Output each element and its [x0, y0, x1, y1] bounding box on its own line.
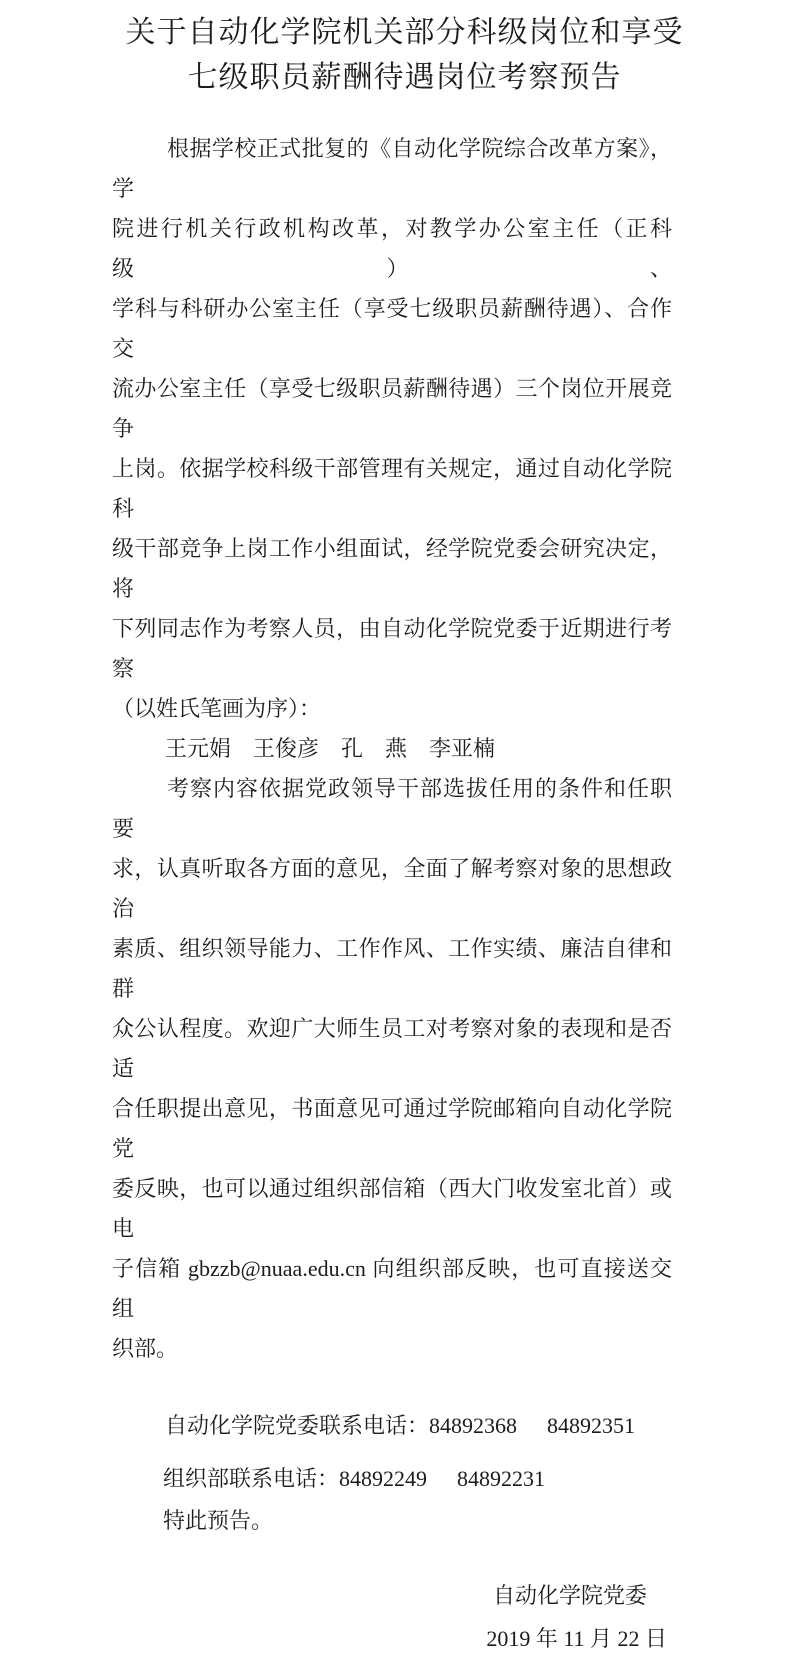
doc-line: 流办公室主任（享受七级职员薪酬待遇）三个岗位开展竞争: [112, 376, 672, 441]
doc-line: 委反映，也可以通过组织部信箱（西大门收发室北首）或电: [112, 1176, 672, 1241]
org-dept-phone-number-2: 84892231: [457, 1466, 546, 1491]
org-dept-phone-label: 组织部联系电话：: [163, 1466, 340, 1491]
candidate-names: [112, 729, 672, 769]
doc-line: （以姓氏笔画为序）：: [112, 696, 322, 721]
doc-line: 织部。: [112, 1336, 179, 1361]
paragraph-1: [112, 129, 672, 729]
signature: 自动化学院党委: [492, 1583, 647, 1608]
document-page: [0, 10, 793, 1651]
doc-line: 根据学校正式批复的《自动化学院综合改革方案》，学: [112, 136, 672, 201]
committee-phone-line: [165, 1406, 753, 1446]
document-title: [0, 10, 793, 100]
committee-phone-label: 自动化学院党委联系电话：: [165, 1413, 430, 1438]
org-dept-phone-number-1: 84892249: [339, 1466, 428, 1491]
date: 2019 年 11 月 22 日: [486, 1626, 667, 1651]
doc-line: 上岗。依据学校科级干部管理有关规定，通过自动化学院科: [112, 456, 672, 521]
title-line-1: 关于自动化学院机关部分科级岗位和享受: [125, 16, 684, 49]
doc-line: 级干部竞争上岗工作小组面试，经学院党委会研究决定，将: [112, 536, 672, 601]
closing-statement: 特此预告。: [163, 1508, 274, 1533]
doc-line: 院进行机关行政机构改革，对教学办公室主任（正科级）、: [112, 216, 672, 281]
doc-line: 下列同志作为考察人员，由自动化学院党委于近期进行考察: [112, 616, 672, 681]
committee-phone-number-2: 84892351: [547, 1413, 636, 1438]
doc-line: 学科与科研办公室主任（享受七级职员薪酬待遇）、合作交: [112, 296, 672, 361]
doc-line-with-email: 子信箱 gbzzb@nuaa.edu.cn 向组织部反映，也可直接送交组: [112, 1256, 672, 1321]
doc-line: 考察内容依据党政领导干部选拔任用的条件和任职要: [112, 776, 672, 841]
title-line-2: 七级职员薪酬待遇岗位考察预告: [187, 61, 622, 94]
doc-line: 求，认真听取各方面的意见，全面了解考察对象的思想政治: [112, 856, 672, 921]
org-dept-phone-line: [163, 1459, 753, 1499]
paragraph-2: [112, 769, 672, 1369]
committee-phone-number-1: 84892368: [429, 1413, 518, 1438]
doc-line: 素质、组织领导能力、工作作风、工作实绩、廉洁自律和群: [112, 936, 672, 1001]
names-line: 王元娟 王俊彦 孔 燕 李亚楠: [165, 736, 496, 761]
document-body: [112, 129, 672, 1369]
doc-line: 众公认程度。欢迎广大师生员工对考察对象的表现和是否适: [112, 1016, 672, 1081]
doc-line: 合任职提出意见，书面意见可通过学院邮箱向自动化学院党: [112, 1096, 672, 1161]
